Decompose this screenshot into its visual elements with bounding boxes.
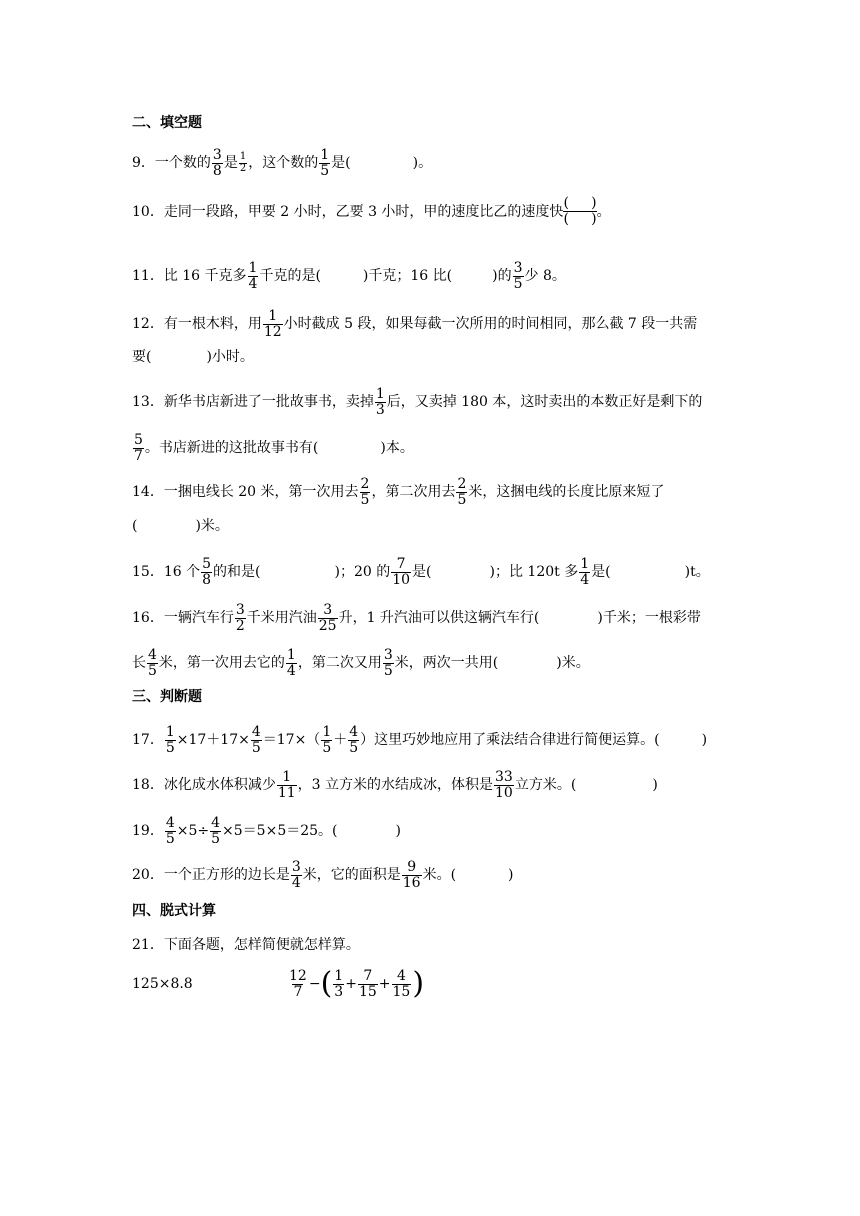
q11-text-a: 11．比 16 千克多 [132, 268, 247, 284]
q15-text-b: 的和是( [213, 564, 261, 580]
q15-text-a: 15．16 个 [132, 564, 201, 580]
fraction: $\frac{9}{16}$ [402, 859, 421, 891]
q15-text-d: 是( [412, 564, 432, 580]
q20-text-d: ) [508, 867, 514, 883]
q12-text-b: 小时截成 5 段，如果每截一次所用的时间相同，那么截 7 段一共需 [283, 316, 698, 332]
q17-text-b: ×17＋17× [176, 732, 250, 748]
q11-text-d: )的 [492, 268, 512, 284]
fraction: $\frac{3}{5}$ [383, 647, 393, 679]
fraction: $\frac{3}{25}$ [318, 602, 337, 634]
q18-text-a: 18．冰化成水体积减少 [132, 777, 276, 793]
question-17 [132, 725, 732, 755]
q14-text-e: )米。 [195, 518, 229, 534]
q19-text-a: 19． [132, 823, 164, 839]
q14-text-c: 米，这捆电线的长度比原来短了 [468, 484, 665, 500]
fraction: $\frac{4}{15}$ [392, 968, 411, 1000]
section-heading-true-false: 三、判断题 [132, 689, 202, 705]
q17-text-g: ) [701, 732, 708, 748]
q12-text-c: 要( [132, 349, 152, 365]
q15-text-g: 是( [591, 564, 611, 580]
plus-sign: + [378, 976, 391, 992]
q16-text-e: 长 [132, 655, 146, 671]
q16-text-i: 米，两次一共用( [394, 655, 499, 671]
fraction: $\frac{4}{5}$ [148, 647, 157, 679]
q13-text-c: 。书店新进的这批故事书有( [144, 440, 319, 456]
fraction: $\frac{1}{5}$ [165, 724, 175, 756]
q20-text-a: 20．一个正方形的边长是 [132, 867, 290, 883]
question-19 [132, 816, 732, 846]
q14-text-d: ( [132, 518, 138, 534]
expression-1: 125×8.8 [132, 976, 193, 992]
q16-text-j: )米。 [556, 655, 590, 671]
fraction: $\frac{3}{5}$ [513, 260, 523, 292]
fraction: $\frac{3}{8}$ [212, 147, 222, 179]
q16-text-d: )千米；一根彩带 [597, 610, 701, 626]
q13-text-b: 后，又卖掉 180 本，这时卖出的本数正好是剩下的 [386, 394, 703, 410]
question-13-line-2 [132, 433, 732, 463]
fraction: $\frac{4}{5}$ [349, 724, 359, 756]
q12-text-d: )小时。 [206, 349, 254, 365]
q17-text-e: ）这里巧妙地应用了乘法结合律进行简便运算。( [360, 732, 660, 748]
answer-fraction-blank[interactable]: $\frac{( )}{( )}$ [563, 195, 597, 228]
question-15 [132, 557, 732, 587]
left-paren: ( [320, 966, 333, 1001]
section-heading-fill-in: 二、填空题 [132, 115, 202, 131]
fraction: $\frac{1}{12}$ [263, 308, 282, 340]
q16-text-b: 千米用汽油 [246, 610, 317, 626]
fraction: $\frac{4}{5}$ [251, 724, 261, 756]
fraction: $\frac{1}{4}$ [286, 647, 296, 679]
question-9 [132, 148, 732, 178]
plus-sign: + [345, 976, 357, 992]
fraction: $\frac{3}{4}$ [291, 859, 301, 891]
minus-sign: − [308, 976, 321, 992]
q9-text-b: 是 [223, 155, 238, 171]
q10-text-e: 。 [596, 203, 611, 220]
question-12-line-2 [132, 347, 732, 367]
question-21: 21．下面各题，怎样简便就怎样算。 [132, 937, 360, 953]
q16-text-g: 米，第一次用去它的 [158, 655, 285, 671]
q15-text-h: )t。 [684, 564, 710, 580]
q9-text-c: ，这个数的 [248, 155, 319, 171]
fraction: $\frac{4}{5}$ [165, 815, 175, 847]
q11-text-e: 少 8。 [524, 268, 566, 284]
expression-2 [287, 962, 487, 1006]
q13-text-a: 13．新华书店新进了一批故事书，卖掉 [132, 394, 374, 410]
fraction: $\frac{1}{5}$ [320, 147, 330, 179]
question-14 [132, 477, 732, 507]
question-12 [132, 309, 732, 339]
q17-text-a: 17． [132, 732, 164, 748]
fraction: $\frac{3}{2}$ [235, 602, 245, 634]
q20-text-c: 米。( [422, 867, 457, 883]
section-heading-calculation: 四、脱式计算 [132, 903, 216, 919]
fraction: $\frac{1}{4}$ [580, 556, 590, 588]
fraction: $\frac{4}{5}$ [211, 815, 221, 847]
question-16 [132, 603, 732, 633]
fraction: $\frac{1}{3}$ [375, 386, 385, 418]
fraction: $\frac{7}{10}$ [392, 556, 411, 588]
fraction: $\frac{2}{5}$ [360, 476, 370, 508]
q11-text-c: )千克；16 比( [362, 268, 453, 284]
question-20 [132, 860, 732, 890]
q20-text-b: 米，它的面积是 [302, 867, 401, 883]
fraction: $\frac{5}{7}$ [134, 432, 143, 464]
fraction: $\frac{33}{10}$ [495, 769, 513, 801]
q15-text-c: )；20 的 [334, 564, 391, 580]
q18-text-c: 立方米。( [514, 777, 577, 793]
fraction: $\frac{1}{4}$ [248, 260, 258, 292]
q15-text-e: )；比 120t 多 [489, 564, 579, 580]
fraction: $\frac{1}{11}$ [277, 769, 296, 801]
q14-text-a: 14．一捆电线长 20 米，第一次用去 [132, 484, 359, 500]
q18-text-b: ，3 立方米的水结成冰，体积是 [297, 777, 494, 793]
fraction: $\frac{5}{8}$ [202, 556, 212, 588]
question-11 [132, 261, 732, 291]
fraction: $\frac{7}{15}$ [358, 968, 377, 1000]
fraction: $\frac{1}{2}$ [239, 151, 247, 174]
q9-text-a: 9．一个数的 [132, 155, 211, 171]
q17-text-d: ＋ [333, 732, 348, 748]
q16-text-c: 升，1 升汽油可以供这辆汽车行( [338, 610, 540, 626]
q16-text-h: ，第二次又用 [297, 655, 382, 671]
q9-text-d: 是( [331, 155, 351, 171]
question-16-line-2 [132, 648, 732, 678]
q12-text-a: 12．有一根木料，用 [132, 316, 262, 332]
question-18 [132, 770, 732, 800]
fraction: $\frac{2}{5}$ [457, 476, 467, 508]
right-paren: ) [412, 966, 425, 1001]
q18-text-d: ) [652, 777, 658, 793]
q10-text-a: 10．走同一段路，甲要 2 小时，乙要 3 小时，甲的速度比乙的速度快 [132, 203, 564, 220]
question-10 [132, 196, 732, 228]
q14-text-b: ，第二次用去 [371, 484, 456, 500]
q19-text-d: ) [395, 823, 401, 839]
fraction: $\frac{12}{7}$ [289, 968, 307, 1000]
fraction: $\frac{1}{3}$ [334, 968, 344, 1000]
q11-text-b: 千克的是( [259, 268, 321, 284]
q16-text-a: 16．一辆汽车行 [132, 610, 234, 626]
question-13 [132, 387, 732, 417]
q19-text-b: ×5÷ [176, 823, 210, 839]
q17-text-c: ＝17×（ [262, 732, 321, 748]
q9-text-e: )。 [412, 155, 433, 171]
q13-text-d: )本。 [380, 440, 414, 456]
q19-text-c: ×5＝5×5＝25。( [222, 823, 338, 839]
fraction: $\frac{1}{5}$ [322, 724, 332, 756]
question-14-line-2 [132, 516, 732, 536]
